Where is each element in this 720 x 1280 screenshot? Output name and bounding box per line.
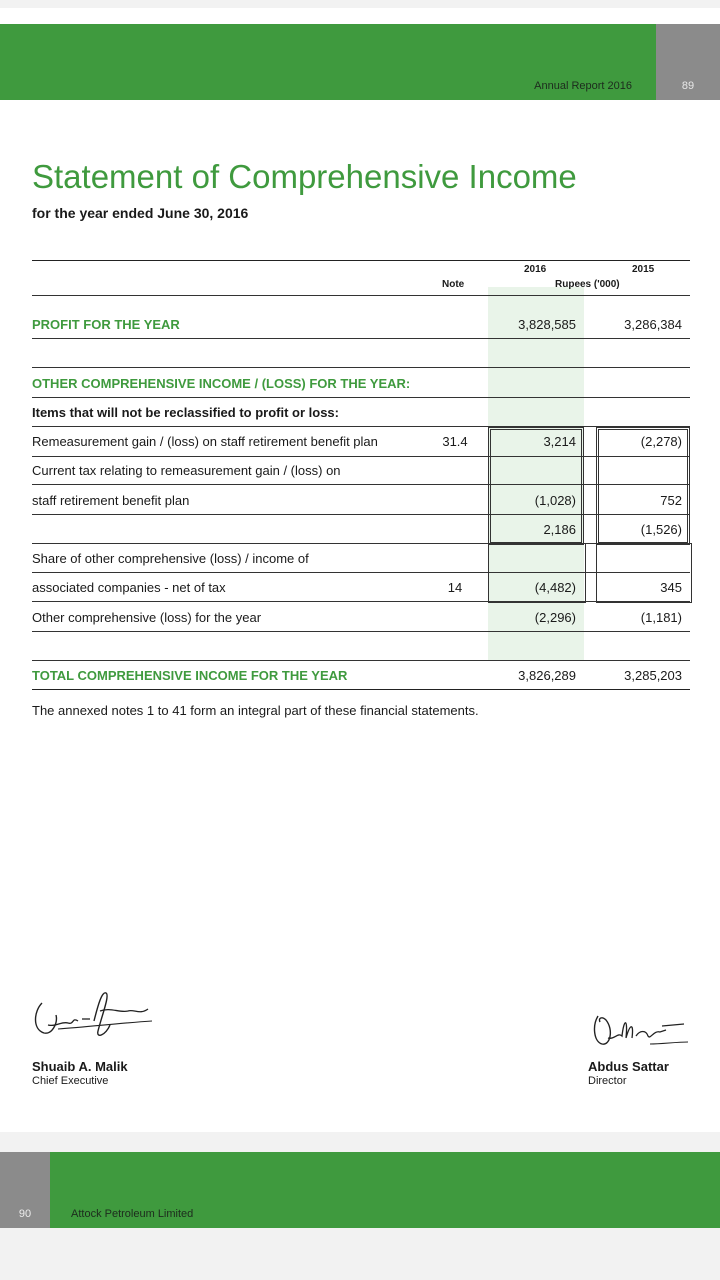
oci-total-rule (32, 631, 690, 632)
footer-company-name: Attock Petroleum Limited (71, 1208, 194, 1220)
remeasure-rule (32, 456, 690, 457)
tax-2015: 752 (660, 493, 682, 508)
remeasure-note: 31.4 (442, 434, 468, 449)
tax-rule (32, 514, 690, 515)
col-2015-heading: 2015 (632, 264, 655, 275)
items-heading: Items that will not be reclassified to profit or loss: (32, 405, 339, 420)
chief-executive-signature (28, 985, 158, 1045)
chief-executive-name: Shuaib A. Malik (32, 1059, 128, 1074)
header-page-number-box (656, 24, 720, 100)
oci-heading-rule (32, 397, 690, 398)
subtotal-2015: (1,526) (640, 522, 682, 537)
col-note-heading: Note (442, 279, 465, 290)
items-heading-rule (32, 426, 690, 427)
tax-label-line2: staff retirement benefit plan (32, 493, 190, 508)
remeasure-label: Remeasurement gain / (loss) on staff retirement benefit plan (32, 434, 378, 449)
oci-total-2015: (1,181) (640, 610, 682, 625)
director-signature (588, 1008, 692, 1052)
chief-executive-role: Chief Executive (32, 1075, 109, 1087)
profit-2015: 3,286,384 (624, 317, 682, 332)
profit-label: PROFIT FOR THE YEAR (32, 317, 180, 332)
footer-band (50, 1152, 720, 1228)
share-2015: 345 (660, 580, 682, 595)
share-label-line1: Share of other comprehensive (loss) / income of (32, 551, 309, 566)
header-bottom-rule (32, 295, 690, 296)
oci-heading: OTHER COMPREHENSIVE INCOME / (LOSS) FOR THE YEAR: (32, 376, 411, 391)
col-2016-heading: 2016 (524, 264, 547, 275)
share-line1-rule (32, 572, 690, 573)
share-note: 14 (447, 580, 463, 595)
share-label-line2: associated companies - net of tax (32, 580, 226, 595)
page-title: Statement of Comprehensive Income (32, 158, 577, 195)
total-2016: 3,826,289 (518, 668, 576, 683)
share-rule (32, 601, 690, 602)
unit-heading: Rupees ('000) (555, 279, 620, 290)
page-subtitle: for the year ended June 30, 2016 (32, 205, 249, 221)
header-report-title: Annual Report 2016 (534, 80, 632, 92)
footnote: The annexed notes 1 to 41 form an integral part of these financial statements. (32, 703, 479, 718)
director-role: Director (588, 1075, 627, 1087)
total-2015: 3,285,203 (624, 668, 682, 683)
remeasure-2015: (2,278) (640, 434, 682, 449)
director-name: Abdus Sattar (588, 1059, 669, 1074)
oci-total-label: Other comprehensive (loss) for the year (32, 610, 262, 625)
subtotal-2016: 2,186 (543, 522, 576, 537)
header-page-number: 89 (681, 80, 695, 92)
total-top-rule (32, 660, 690, 661)
profit-2016: 3,828,585 (518, 317, 576, 332)
tax-line1-rule (32, 484, 690, 485)
header-band (0, 24, 656, 100)
oci-top-rule (32, 367, 690, 368)
footer-page-number: 90 (18, 1208, 32, 1220)
tax-label-line1: Current tax relating to remeasurement gain / (loss) on (32, 463, 341, 478)
profit-rule (32, 338, 690, 339)
table-top-rule (32, 260, 690, 261)
subtotal-rule (32, 543, 690, 544)
share-2016: (4,482) (534, 580, 576, 595)
footer-page-number-box (0, 1152, 50, 1228)
total-bottom-rule (32, 689, 690, 690)
remeasure-2016: 3,214 (543, 434, 576, 449)
tax-2016: (1,028) (534, 493, 576, 508)
total-label: TOTAL COMPREHENSIVE INCOME FOR THE YEAR (32, 668, 348, 683)
oci-total-2016: (2,296) (534, 610, 576, 625)
